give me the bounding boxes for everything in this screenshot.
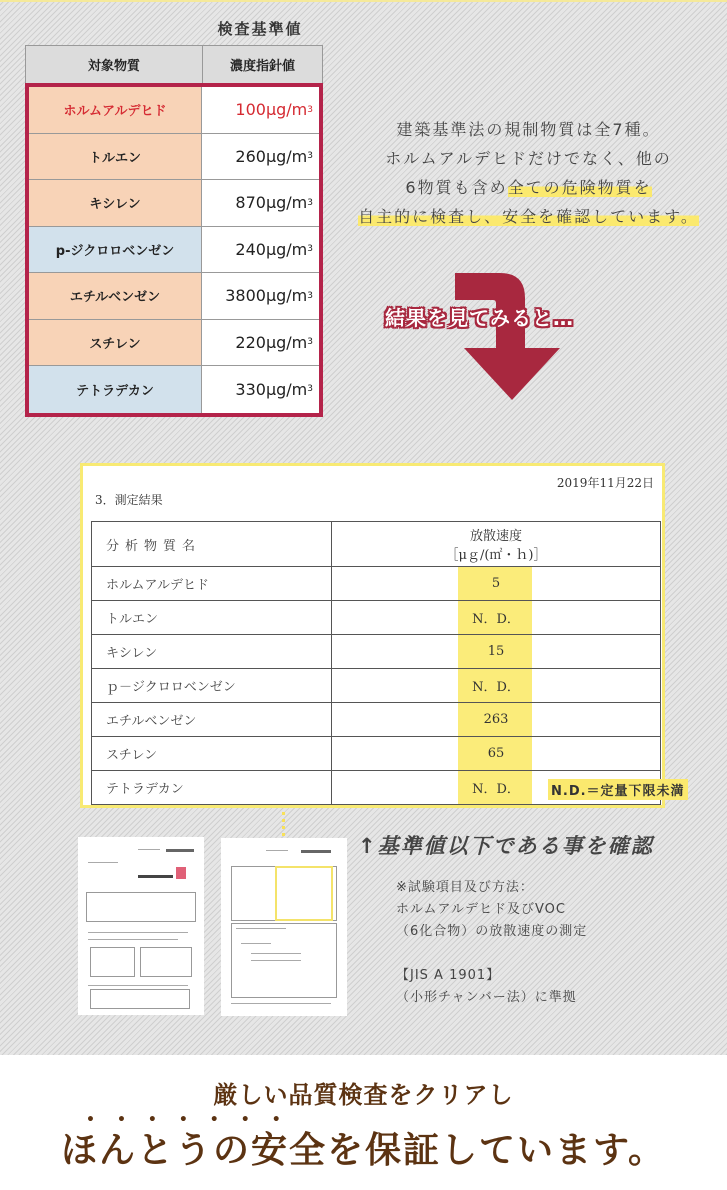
unit-superscript: 3 [307, 337, 313, 348]
unit-superscript: 3 [307, 244, 313, 255]
result-row [92, 703, 661, 737]
intro-highlight-1: 全ての危険物質を [507, 178, 652, 197]
substance-name: ホルムアルデヒド [29, 87, 202, 133]
method-line-1: ※試験項目及び方法： [396, 880, 534, 895]
document-date: 2019年11月22日 [556, 476, 654, 490]
report-thumbnail-2 [221, 838, 347, 1016]
standards-row [29, 366, 319, 413]
test-method-note [396, 877, 587, 1009]
intro-line-4 [330, 202, 727, 231]
method-line-2: ホルムアルデヒド及びVOC [396, 902, 566, 917]
result-row [92, 567, 661, 601]
unit: μg/m [265, 379, 308, 399]
standards-row [29, 134, 319, 181]
intro-line-1: 建築基準法の規制物質は全7種。 [396, 120, 661, 139]
rate-unit: ［μｇ/(㎡・ｈ)］ [445, 548, 547, 563]
value-number: 330 [235, 379, 266, 399]
emphasis-dots: ••••••• [86, 1112, 303, 1128]
result-row [92, 601, 661, 635]
unit: μg/m [265, 100, 308, 120]
result-row [92, 737, 661, 771]
unit-superscript: 3 [307, 290, 313, 301]
unit: μg/m [265, 193, 308, 213]
standards-table-body [25, 83, 323, 417]
report-thumbnail-1 [78, 837, 204, 1015]
substance-name: トルエン [29, 134, 202, 180]
intro-line-3 [330, 173, 727, 202]
result-value [332, 601, 661, 635]
value-number: 260 [235, 146, 266, 166]
substance-name: テトラデカン [29, 366, 202, 413]
guideline-value [202, 366, 319, 413]
unit: μg/m [265, 332, 308, 352]
result-substance: トルエン [92, 601, 332, 635]
footer-heading: ほんとうの安全を保証しています。 [60, 1130, 667, 1171]
unit: μg/m [265, 239, 308, 259]
value-number: 870 [235, 193, 266, 213]
result-value-text: 15 [487, 644, 505, 659]
guideline-value [202, 134, 319, 180]
header-substance: 対象物質 [26, 46, 203, 83]
result-substance: ホルムアルデヒド [92, 567, 332, 601]
rate-label: 放散速度 [469, 529, 522, 544]
substance-name: エチルベンゼン [29, 273, 202, 319]
unit: μg/m [265, 286, 308, 306]
curved-down-arrow-icon [440, 268, 570, 403]
guideline-value [202, 87, 319, 133]
intro-highlight-2: 自主的に検査し、安全を確認しています。 [358, 207, 699, 226]
unit-superscript: 3 [307, 104, 313, 115]
result-value-text: N．D． [472, 782, 520, 797]
standards-table [25, 45, 323, 417]
top-accent-line [0, 0, 727, 2]
result-value-text: 5 [491, 576, 501, 591]
nd-note: N.D.＝定量下限未満 [548, 779, 688, 800]
footer-subheading: 厳しい品質検査をクリアし [213, 1081, 514, 1109]
substance-name: p-ジクロロベンゼン [29, 227, 202, 273]
result-substance: エチルベンゼン [92, 703, 332, 737]
standards-table-header [25, 45, 323, 83]
method-line-3: （6化合物）の放散速度の測定 [396, 924, 588, 939]
standards-row [29, 273, 319, 320]
value-number: 240 [235, 239, 266, 259]
method-line-4: 【JIS A 1901】 [396, 968, 501, 983]
intro-text [330, 115, 727, 231]
unit-superscript: 3 [307, 197, 313, 208]
result-table [91, 521, 661, 805]
standards-row [29, 320, 319, 367]
document-section-title: 3．測定結果 [95, 493, 163, 507]
standards-title: 検査基準値 [217, 20, 303, 38]
result-value-text: N．D． [472, 680, 520, 695]
result-header-name: 分析物質名 [92, 522, 332, 567]
result-header-rate [332, 522, 661, 567]
test-result-document [80, 463, 665, 808]
result-value [332, 703, 661, 737]
standards-row [29, 180, 319, 227]
result-substance: キシレン [92, 635, 332, 669]
result-row [92, 669, 661, 703]
value-number: 220 [235, 332, 266, 352]
result-value-text: 263 [483, 712, 509, 727]
result-value [332, 737, 661, 771]
guideline-value [202, 273, 319, 319]
guideline-value [202, 180, 319, 226]
unit: μg/m [265, 146, 308, 166]
result-value [332, 567, 661, 601]
result-substance: スチレン [92, 737, 332, 771]
standards-row [29, 87, 319, 134]
value-number: 100 [235, 100, 266, 120]
result-value [332, 635, 661, 669]
result-substance: テトラデカン [92, 771, 332, 805]
standards-row [29, 227, 319, 274]
guideline-value [202, 227, 319, 273]
result-value [332, 669, 661, 703]
confirm-heading: ↑基準値以下である事を確認 [358, 834, 654, 858]
result-value-text: 65 [487, 746, 505, 761]
unit-superscript: 3 [307, 384, 313, 395]
result-row [92, 635, 661, 669]
result-substance: ｐ－ジクロロベンゼン [92, 669, 332, 703]
result-label: 結果を見てみると… [385, 306, 574, 330]
value-number: 3800 [225, 286, 266, 306]
unit-superscript: 3 [307, 151, 313, 162]
method-line-5: （小形チャンバー法）に準拠 [396, 990, 577, 1005]
intro-line-2: ホルムアルデヒドだけでなく、他の [385, 149, 672, 168]
intro-line-3-plain: 6物質も含め [405, 178, 508, 197]
substance-name: キシレン [29, 180, 202, 226]
header-guideline: 濃度指針値 [229, 59, 295, 74]
guideline-value [202, 320, 319, 366]
substance-name: スチレン [29, 320, 202, 366]
result-value-text: N．D． [472, 612, 520, 627]
